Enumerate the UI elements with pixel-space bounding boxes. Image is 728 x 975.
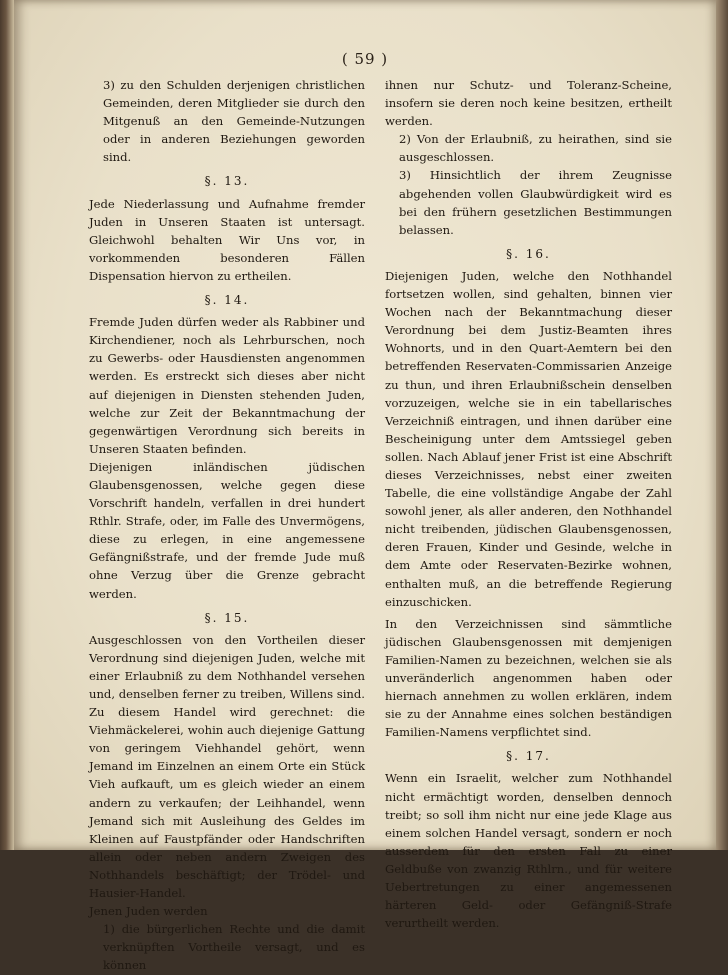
section-15-paragraph-1: Ausgeschlossen von den Vortheilen dieser Verordnung sind diejenigen Juden, welche mit einer Erlaubniß zu dem Nothhandel versehen und, denselben ferner zu treiben, Willens sind. Zu diesem Handel wird gerechnet: die Viehmäckelerei, wohin auch diejenige Gattung von geringem Viehhandel gehört, wenn Jemand im Einzelnen an einem Orte ein Stück Vieh aufkauft, um es gleich wieder an einem andern zu verkaufen; der Leihhandel, wenn Jemand sich mit Ausleihung des Geldes im Kleinen auf Faustpfänder oder Handschriften allein oder neben andern Zweigen des Nothhandels beschäftigt; der Trödel- und Hausier-Handel. bbox=[89, 632, 365, 901]
section-15-list-item-1: 1) die bürgerlichen Rechte und die damit verknüpften Vortheile versagt, und es können bbox=[103, 922, 365, 973]
section-14-paragraph-1: Fremde Juden dürfen weder als Rabbiner und Kirchendiener, noch als Lehrburschen, noch zu Gewerbs- oder Hausdiensten angenommen werden. Es erstreckt sich dieses aber nicht auf diejenigen in Diensten stehenden Juden, welche zur Zeit der Bekanntmachung der gegenwärtigen Verordnung sich bereits in Unseren Staaten befinden. bbox=[89, 315, 365, 456]
section-13-heading: §. 13. bbox=[204, 174, 250, 189]
continuation-text: ihnen nur Schutz- und Toleranz-Scheine, insofern sie deren noch keine besitzen, ertheilt werden. bbox=[385, 78, 672, 129]
book-page bbox=[14, 0, 716, 973]
left-column bbox=[89, 76, 365, 975]
section-15-heading: §. 15. bbox=[204, 610, 250, 625]
section-16-paragraph-2: In den Verzeichnissen sind sämmtliche jüdischen Glaubensgenossen mit demjenigen Familien-Namen zu bezeichnen, welchen sie als unveränderlich angenommen haben oder hiernach annehmen zu wollen erklären, indem sie zu der Annahme eines solchen beständigen Familien-Namens verpflichtet sind. bbox=[385, 616, 672, 740]
list-item-3-right: 3) Hinsichtlich der ihrem Zeugnisse abgehenden vollen Glaubwürdigkeit wird es bei den frühern gesetzlichen Bestimmungen belassen. bbox=[399, 168, 672, 237]
section-17-heading: §. 17. bbox=[506, 749, 551, 764]
list-item-2-right: 2) Von der Erlaubniß, zu heirathen, sind sie ausgeschlossen. bbox=[399, 132, 672, 165]
section-16-heading: §. 16. bbox=[506, 246, 551, 261]
page-number: ( 59 ) bbox=[341, 50, 389, 68]
section-13-paragraph: Jede Niederlassung und Aufnahme fremder Juden in Unseren Staaten ist untersagt. Gleichwohl behalten Wir Uns vor, in vorkommenden besonderen Fällen Dispensation hiervon zu ertheilen. bbox=[89, 196, 365, 283]
section-15-paragraph-2: Jenen Juden werden bbox=[89, 904, 208, 919]
right-column bbox=[385, 76, 672, 932]
list-item-3-left: 3) zu den Schulden derjenigen christlichen Gemeinden, deren Mitglieder sie durch den Mitgenuß an den Gemeinde-Nutzungen oder in anderen Beziehungen geworden sind. bbox=[103, 78, 365, 165]
section-14-paragraph-2: Diejenigen inländischen jüdischen Glaubensgenossen, welche gegen diese Vorschrift handeln, verfallen in drei hundert Rthlr. Strafe, oder, im Falle des Unvermögens, diese zu erlegen, in eine angemessene Gefängnißstrafe, und der fremde Jude muß ohne Verzug über die Grenze gebracht werden. bbox=[89, 459, 365, 601]
section-14-heading: §. 14. bbox=[204, 293, 250, 308]
section-17-paragraph: Wenn ein Israelit, welcher zum Nothhandel nicht ermächtigt worden, denselben dennoch treibt; so soll ihm nicht nur eine jede Klage aus einem solchen Handel versagt, sondern er noch ausserdem für den ersten Fall zu einer Geldbuße von zwanzig Rthlrn., und für weitere Uebertretungen zu einer angemessenen härteren Geld- oder Gefängniß-Strafe verurtheilt werden. bbox=[385, 771, 672, 931]
section-16-paragraph-1: Diejenigen Juden, welche den Nothhandel fortsetzen wollen, sind gehalten, binnen vier Wochen nach der Bekanntmachung dieser Verordnung bei dem Justiz-Beamten ihres Wohnorts, und in den Quart-Aemtern bei den betreffenden Reservaten-Commissarien Anzeige zu thun, und ihren Erlaubnißschein denselben vorzuzeigen, welche sie in ein tabellarisches Verzeichniß eintragen, und ihnen darüber eine Bescheinigung unter dem Amtssiegel geben sollen. Nach Ablauf jener Frist ist eine Abschrift dieses Verzeichnisses, nebst einer zweiten Tabelle, die eine vollständige Angabe der Zahl sowohl jener, als aller anderen, den Nothhandel nicht treibenden, jüdischen Glaubensgenossen, deren Frauen, Kinder und Gesinde, welche in dem Amte oder Reservaten-Bezirke wohnen, enthalten muß, an die betreffende Regierung einzuschicken. bbox=[385, 268, 672, 609]
